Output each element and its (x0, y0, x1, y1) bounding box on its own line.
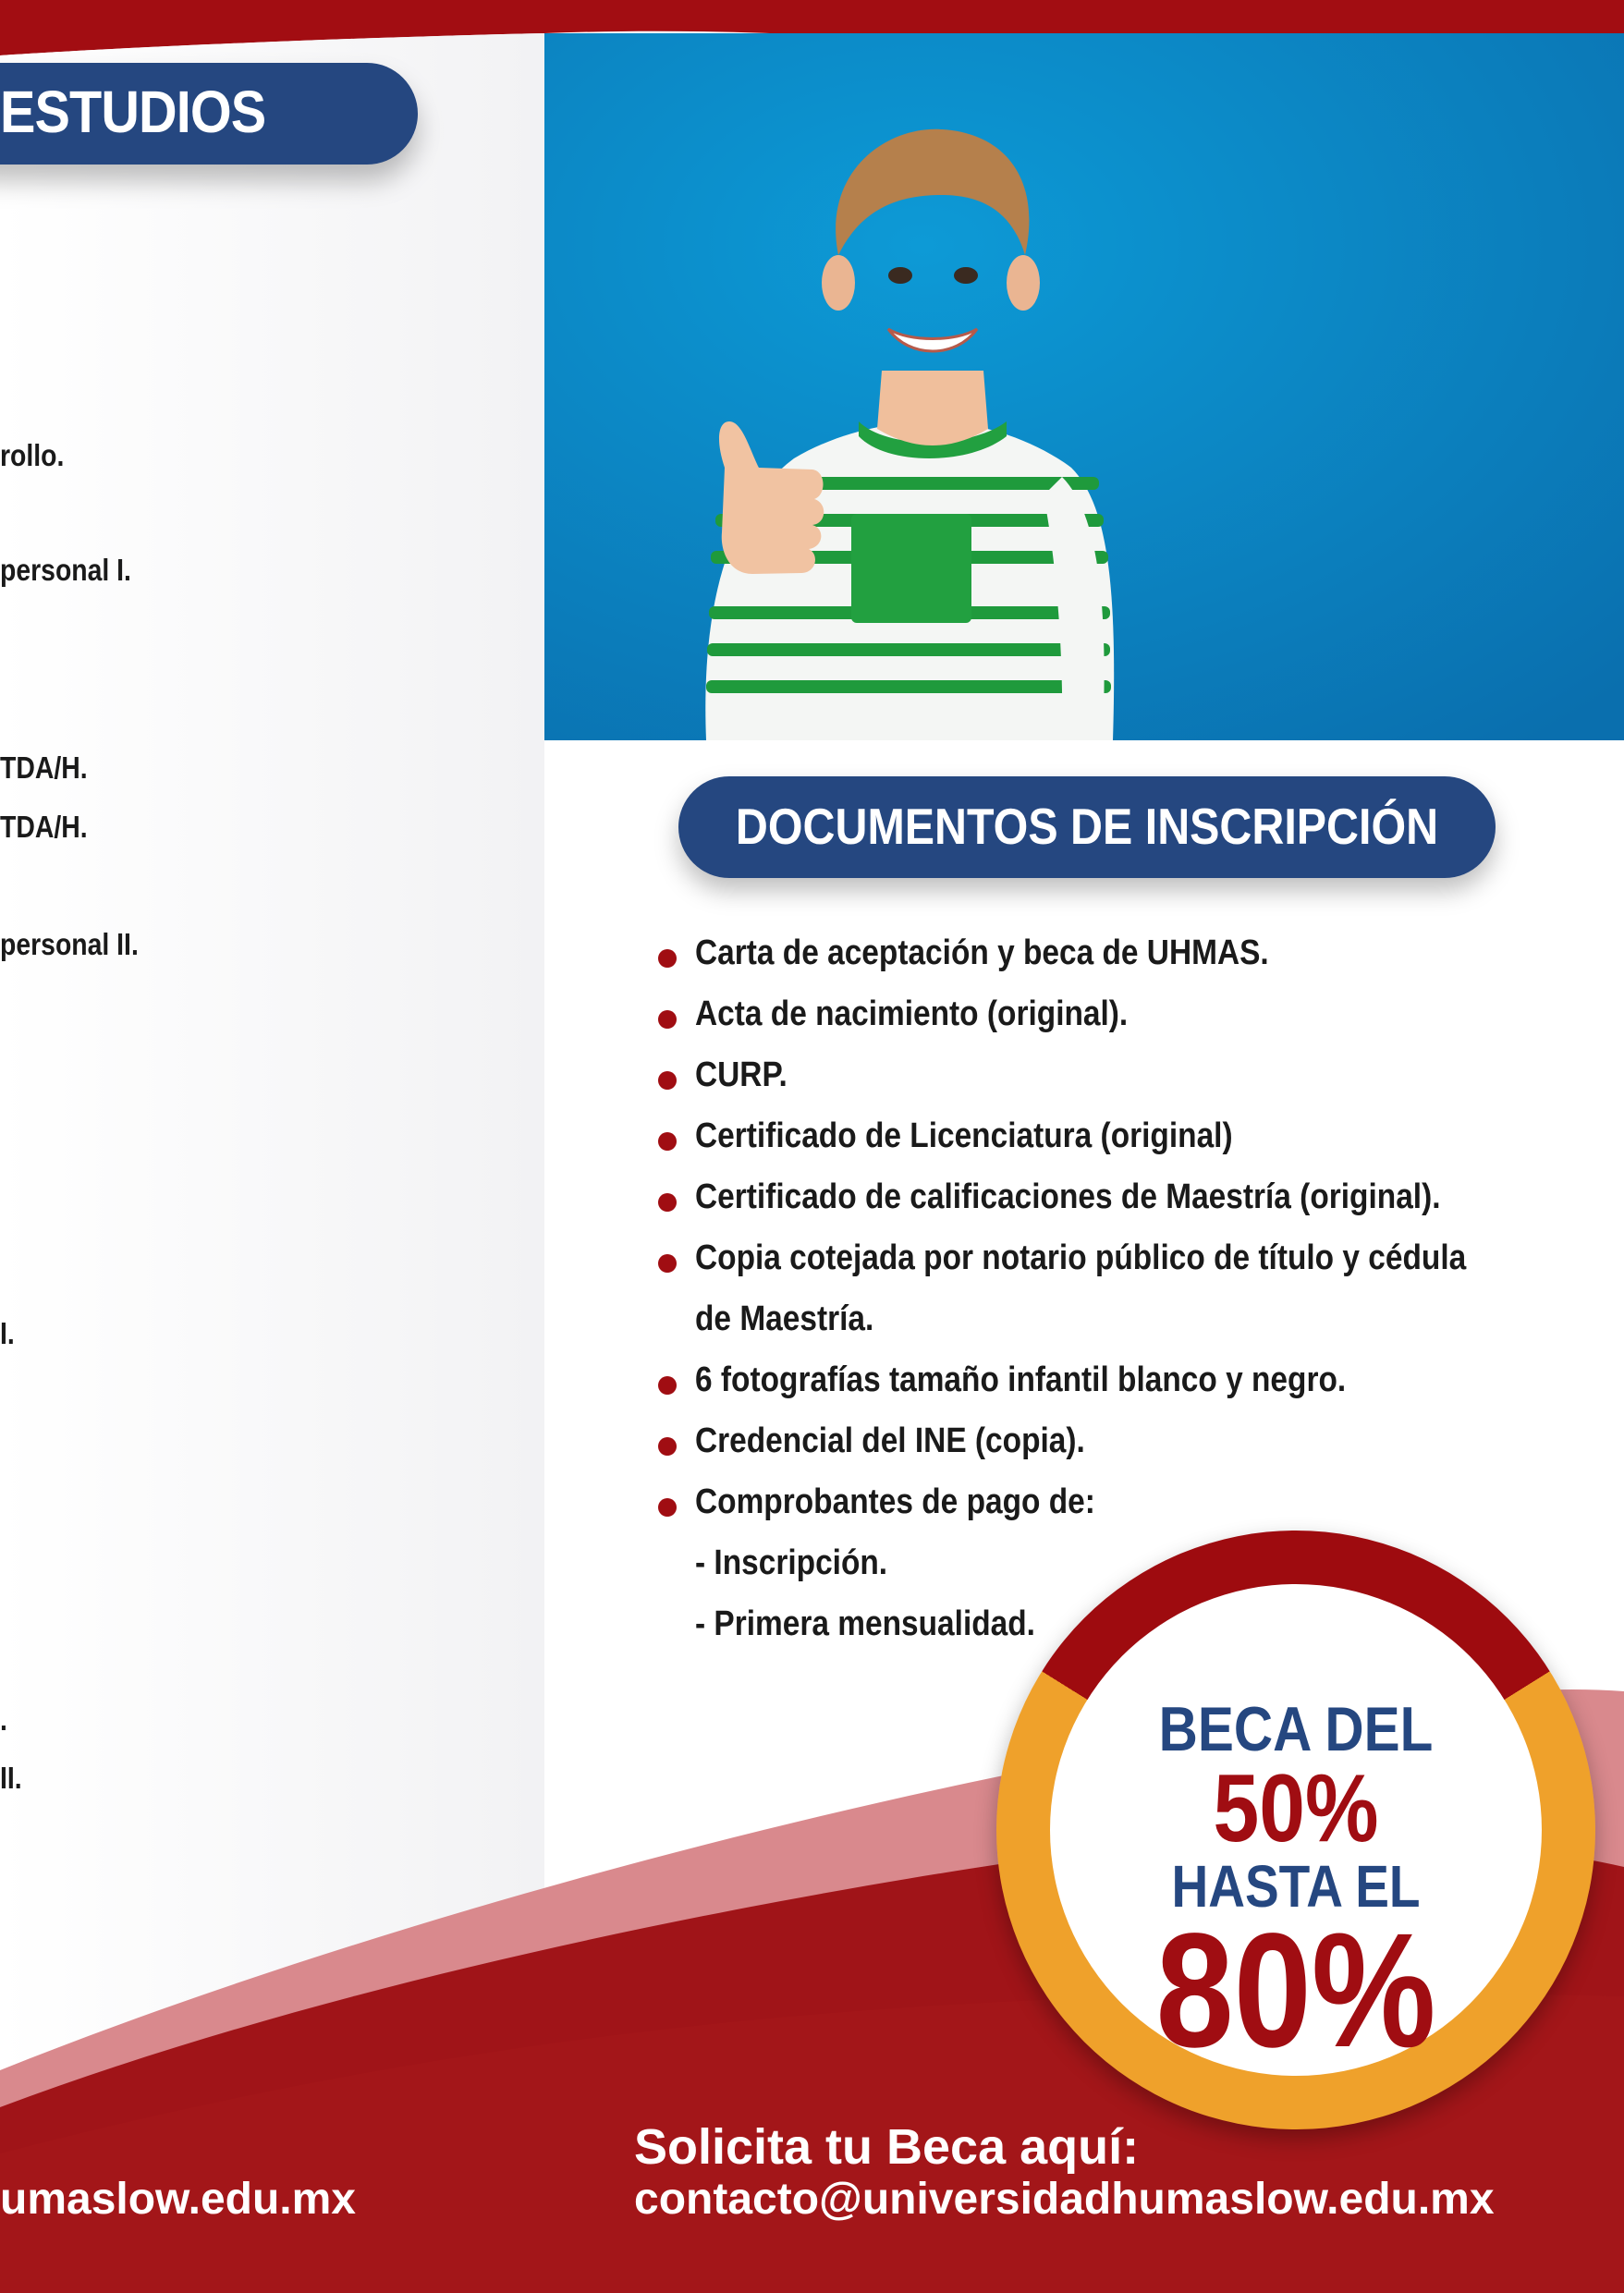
plan-fragment: I. (0, 1316, 15, 1350)
bullet-icon (658, 1437, 677, 1456)
footer-title: Solicita tu Beca aquí: (634, 2119, 1140, 2175)
badge-line-80: 80% (1155, 1900, 1436, 2081)
list-item (658, 933, 1545, 994)
badge-line-hasta-el: HASTA EL (1171, 1853, 1421, 1920)
plan-fragment: personal II. (0, 927, 139, 961)
list-item-text: Acta de nacimiento (original). (695, 994, 1129, 1033)
footer-left-email-fragment[interactable]: umaslow.edu.mx (0, 2175, 356, 2224)
studies-heading: ESTUDIOS (0, 79, 266, 145)
child-thumbs-up-photo (544, 33, 1624, 740)
bullet-icon (658, 1376, 677, 1395)
scholarship-badge (996, 1531, 1595, 2129)
studies-heading-pill (0, 63, 418, 165)
list-item-text: CURP. (695, 1055, 788, 1094)
documents-heading-pill (678, 776, 1496, 878)
list-item (658, 1421, 1545, 1482)
list-item-text: Copia cotejada por notario público de título y cédula (695, 1238, 1467, 1277)
list-item (658, 1116, 1545, 1177)
list-item (658, 1055, 1545, 1116)
bullet-icon (658, 1132, 677, 1151)
bullet-icon (658, 1010, 677, 1029)
footer-email-link[interactable]: contacto@universidadhumaslow.edu.mx (634, 2175, 1495, 2224)
list-item-text: Certificado de Licenciatura (original) (695, 1116, 1233, 1155)
bullet-icon (658, 1071, 677, 1090)
scholarship-badge-inner (1050, 1584, 1542, 2081)
list-item (658, 1482, 1545, 1543)
plan-fragment: TDA/H. (0, 750, 88, 785)
list-item (658, 1177, 1545, 1238)
list-item-text: 6 fotografías tamaño infantil blanco y negro. (695, 1360, 1347, 1399)
plan-fragment: . (0, 1702, 7, 1737)
list-item-text: - Primera mensualidad. (695, 1604, 1035, 1643)
badge-line-50: 50% (1213, 1755, 1379, 1862)
list-item (658, 1360, 1545, 1421)
plan-fragment: rollo. (0, 438, 65, 472)
badge-line-beca-del: BECA DEL (1158, 1694, 1434, 1764)
bullet-icon (658, 1193, 677, 1212)
plan-fragment: personal I. (0, 553, 131, 587)
documents-heading: DOCUMENTOS DE INSCRIPCIÓN (735, 798, 1439, 855)
plan-of-studies-panel (0, 0, 545, 2293)
plan-fragment: II. (0, 1761, 22, 1795)
list-item (658, 1238, 1545, 1299)
list-item-text: Credencial del INE (copia). (695, 1421, 1085, 1460)
plan-fragment: TDA/H. (0, 810, 88, 844)
list-item-text: de Maestría. (695, 1299, 874, 1338)
bullet-icon (658, 1498, 677, 1517)
list-item (658, 994, 1545, 1055)
list-item-text: Comprobantes de pago de: (695, 1482, 1095, 1521)
list-item-text: - Inscripción. (695, 1543, 888, 1582)
list-item (658, 1299, 1545, 1360)
hero-photo (544, 33, 1624, 740)
list-item-text: Certificado de calificaciones de Maestría (original). (695, 1177, 1441, 1216)
bullet-icon (658, 949, 677, 968)
bullet-icon (658, 1254, 677, 1273)
list-item-text: Carta de aceptación y beca de UHMAS. (695, 933, 1269, 972)
